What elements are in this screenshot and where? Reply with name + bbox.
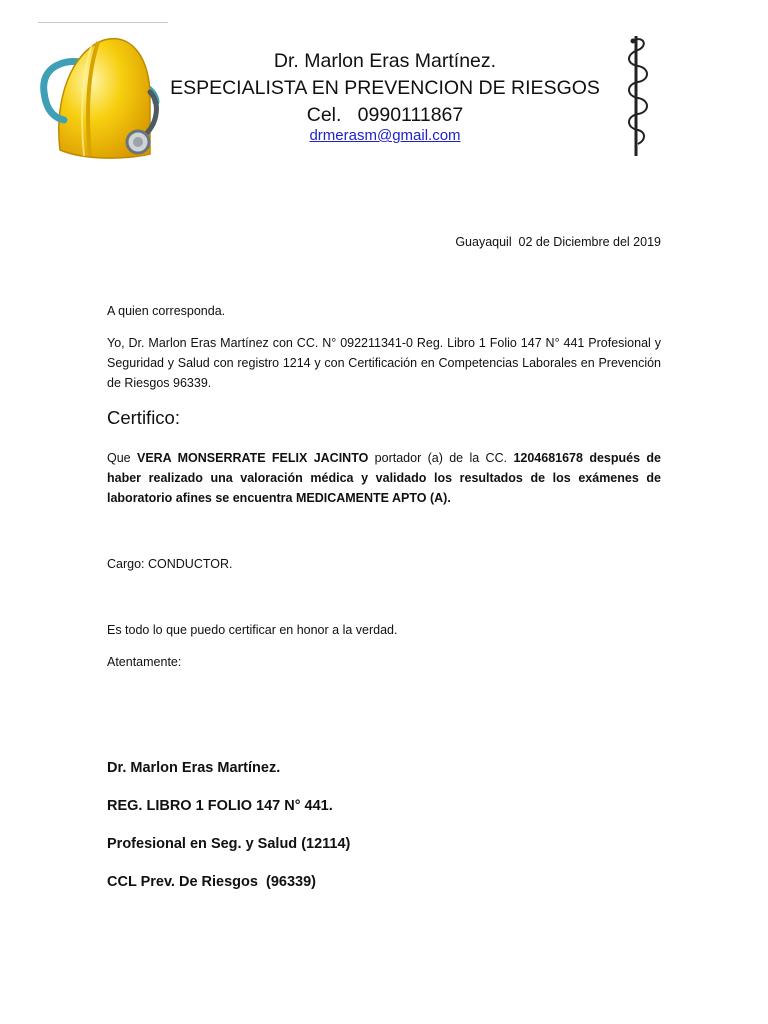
- result-status: MEDICAMENTE APTO (A): [295, 491, 448, 505]
- patient-name: VERA MONSERRATE FELIX JACINTO: [136, 451, 369, 465]
- hard-hat-stethoscope-icon: [34, 22, 168, 162]
- salutation: A quien corresponda.: [107, 304, 226, 318]
- closing-statement: Es todo lo que puedo certificar en honor a la verdad.: [107, 623, 398, 637]
- certify-heading: Certifico:: [107, 407, 180, 428]
- signature-name: Dr. Marlon Eras Martínez.: [107, 760, 281, 776]
- farewell: Atentamente:: [107, 655, 182, 669]
- letterhead: [150, 48, 620, 146]
- cargo: Cargo: CONDUCTOR.: [107, 557, 233, 571]
- document-date: Guayaquil 02 de Diciembre del 2019: [455, 235, 661, 249]
- rod-of-asclepius-icon: [618, 32, 674, 160]
- certify-text-2: portador (a) de la CC.: [368, 451, 514, 465]
- doctor-name: Dr. Marlon Eras Martínez.: [273, 50, 497, 72]
- logo-divider: [38, 22, 168, 23]
- certify-text-1: Que: [107, 451, 137, 465]
- certify-text-3: después de haber realizado una valoración médica y validado los resultados de los exámenes de laboratorio afines se encuentra: [107, 451, 661, 505]
- patient-cc: 1204681678: [513, 451, 583, 465]
- certify-paragraph: [107, 448, 661, 508]
- signature-profesional: Profesional en Seg. y Salud (12114): [107, 836, 351, 852]
- intro-paragraph: Yo, Dr. Marlon Eras Martínez con CC. N° 092211341-0 Reg. Libro 1 Folio 147 N° 441 Profesional y Seguridad y Salud con registro 1214 y con Certificación en Competencias Laborales en Prevención de Riesgos 96339.: [107, 336, 661, 390]
- email-link[interactable]: drmerasm@gmail.com: [309, 127, 461, 144]
- doctor-specialty: ESPECIALISTA EN PREVENCION DE RIESGOS: [170, 77, 600, 99]
- certify-text-4: .: [447, 491, 451, 505]
- signature-ccl: CCL Prev. De Riesgos (96339): [107, 874, 316, 890]
- doctor-phone: Cel. 0990111867: [306, 104, 464, 126]
- signature-reg: REG. LIBRO 1 FOLIO 147 N° 441.: [107, 798, 333, 814]
